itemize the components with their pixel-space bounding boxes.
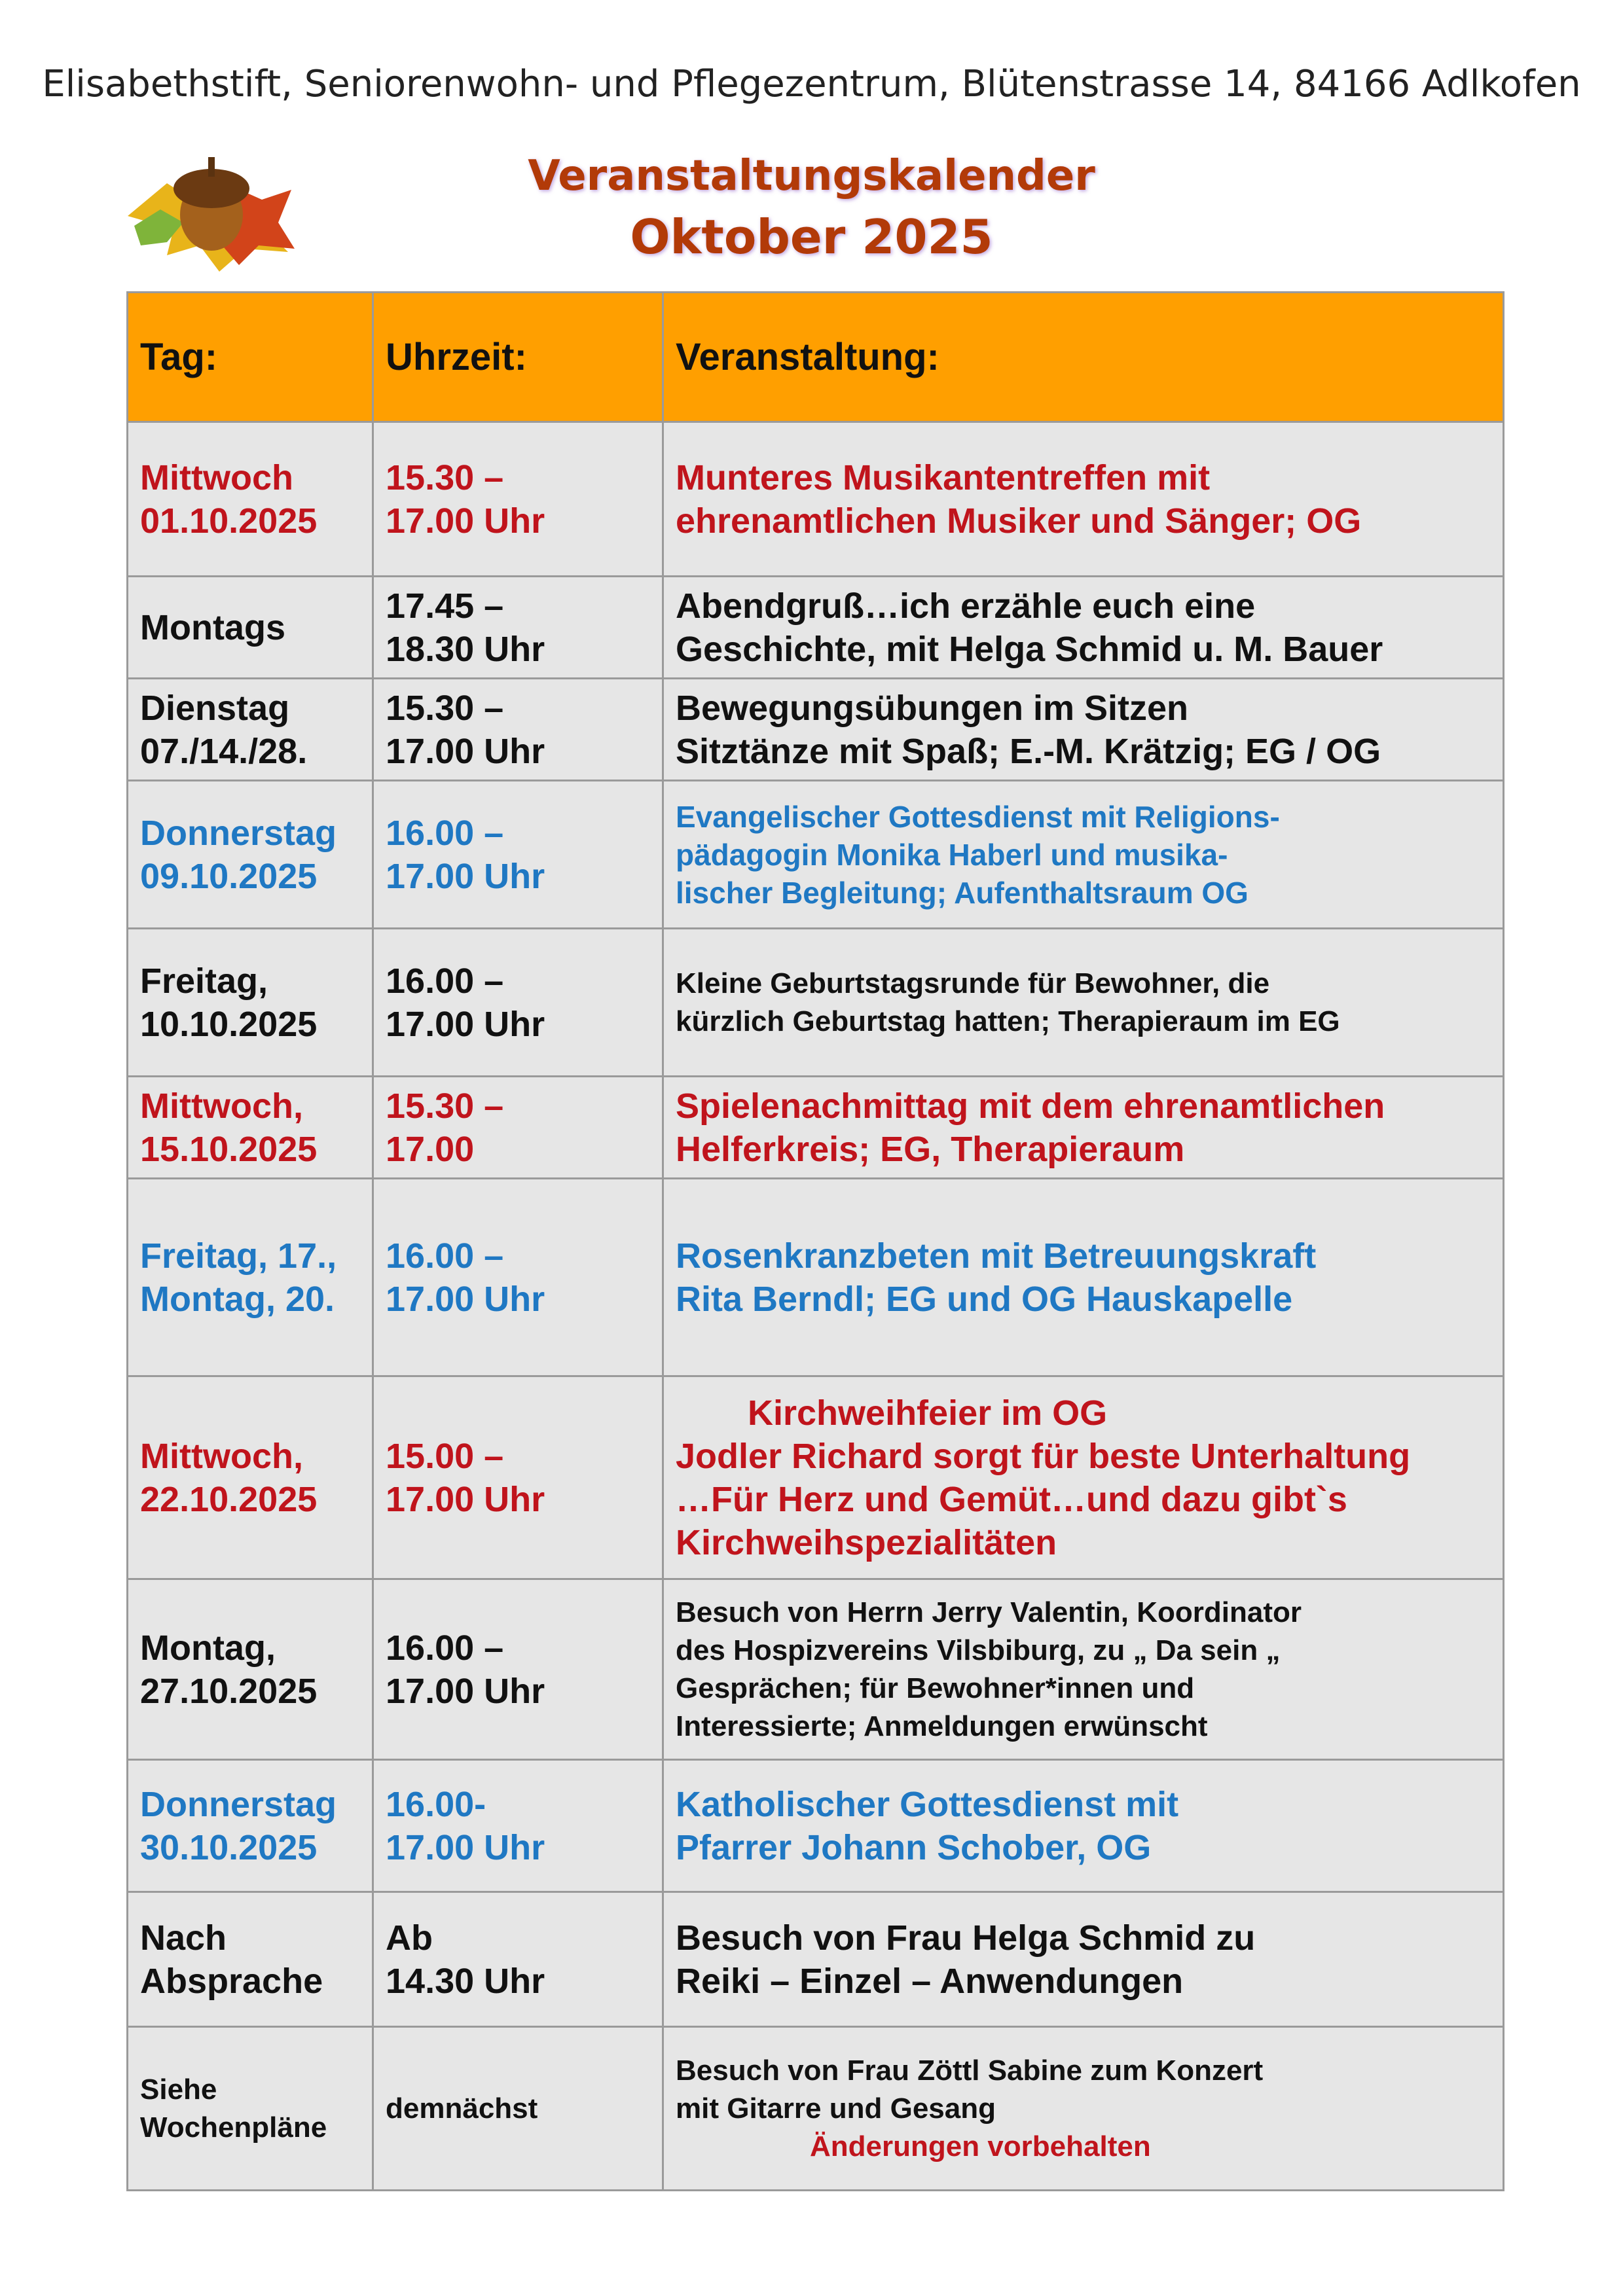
time-cell xyxy=(373,422,663,577)
event-line: lischer Begleitung; Aufenthaltsraum OG xyxy=(676,875,1249,910)
event-line: Reiki – Einzel – Anwendungen xyxy=(676,1961,1184,2001)
day-text: Mittwoch, xyxy=(140,1086,303,1126)
event-cell xyxy=(663,1376,1504,1579)
event-cell xyxy=(663,1760,1504,1892)
event-line: Gesprächen; für Bewohner*innen und xyxy=(676,1672,1195,1704)
event-line: Evangelischer Gottesdienst mit Religions- xyxy=(676,799,1280,834)
time-start: 17.45 – xyxy=(386,586,504,626)
event-line: Spielenachmittag mit dem ehrenamtlichen xyxy=(676,1086,1385,1126)
table-row xyxy=(128,679,1504,781)
date-text: 09.10.2025 xyxy=(140,856,318,896)
event-cell xyxy=(663,1579,1504,1760)
event-cell xyxy=(663,1179,1504,1376)
time-cell xyxy=(373,1077,663,1179)
event-line: ehrenamtlichen Musiker und Sänger; OG xyxy=(676,501,1362,541)
day-text: Donnerstag xyxy=(140,1784,337,1824)
time-cell xyxy=(373,1760,663,1892)
table-row xyxy=(128,1376,1504,1579)
time-end: 17.00 Uhr xyxy=(386,501,545,541)
time-cell xyxy=(373,929,663,1077)
day-text: Donnerstag xyxy=(140,813,337,853)
column-header-time: Uhrzeit: xyxy=(373,293,663,422)
table-row xyxy=(128,577,1504,679)
table-row xyxy=(128,1077,1504,1179)
day-text: Montag, xyxy=(140,1628,276,1668)
time-start: 16.00 – xyxy=(386,1236,504,1276)
time-end: 17.00 Uhr xyxy=(386,1827,545,1867)
table-row xyxy=(128,1892,1504,2027)
column-header-day: Tag: xyxy=(128,293,373,422)
event-cell xyxy=(663,781,1504,929)
event-line: Besuch von Herrn Jerry Valentin, Koordinator xyxy=(676,1596,1302,1628)
table-row xyxy=(128,2027,1504,2191)
event-line: Besuch von Frau Zöttl Sabine zum Konzert xyxy=(676,2054,1264,2087)
time-end: 17.00 Uhr xyxy=(386,1279,545,1319)
day-cell xyxy=(128,1077,373,1179)
event-line: Abendgruß…ich erzähle euch eine xyxy=(676,586,1256,626)
changes-reserved-note: Änderungen vorbehalten xyxy=(810,2130,1151,2162)
table-header-row xyxy=(128,293,1504,422)
table-row xyxy=(128,929,1504,1077)
table-row xyxy=(128,422,1504,577)
time-end: 18.30 Uhr xyxy=(386,629,545,669)
day-text: Mittwoch xyxy=(140,457,293,497)
day-cell xyxy=(128,422,373,577)
event-line: Kleine Geburtstagsrunde für Bewohner, die xyxy=(676,967,1270,999)
event-cell xyxy=(663,929,1504,1077)
time-cell xyxy=(373,679,663,781)
date-text: Wochenpläne xyxy=(140,2111,327,2144)
day-text: Nach xyxy=(140,1918,227,1958)
event-line: Kirchweihspezialitäten xyxy=(676,1522,1057,1562)
date-text: Absprache xyxy=(140,1961,323,2001)
day-cell xyxy=(128,781,373,929)
day-text: Dienstag xyxy=(140,688,290,728)
event-line: Besuch von Frau Helga Schmid zu xyxy=(676,1918,1256,1958)
time-start: 15.30 – xyxy=(386,1086,504,1126)
event-line: Geschichte, mit Helga Schmid u. M. Bauer xyxy=(676,629,1383,669)
event-line: kürzlich Geburtstag hatten; Therapieraum im EG xyxy=(676,1005,1340,1037)
date-text: 22.10.2025 xyxy=(140,1479,318,1519)
time-end: 17.00 Uhr xyxy=(386,1479,545,1519)
time-end: 17.00 Uhr xyxy=(386,731,545,771)
event-line: Sitztänze mit Spaß; E.-M. Krätzig; EG / OG xyxy=(676,731,1381,771)
date-text: Montag, 20. xyxy=(140,1279,335,1319)
day-cell xyxy=(128,1760,373,1892)
time-end: 14.30 Uhr xyxy=(386,1961,545,2001)
event-line: Rosenkranzbeten mit Betreuungskraft xyxy=(676,1236,1317,1276)
day-text: Freitag, 17., xyxy=(140,1236,337,1276)
time-start: 15.00 – xyxy=(386,1436,504,1476)
facility-address: Elisabethstift, Seniorenwohn- und Pflegezentrum, Blütenstrasse 14, 84166 Adlkofen xyxy=(42,63,1581,105)
event-calendar-table xyxy=(126,291,1504,2191)
table-row xyxy=(128,1579,1504,1760)
date-text: 07./14./28. xyxy=(140,731,308,771)
date-text: 27.10.2025 xyxy=(140,1671,318,1711)
time-start: 16.00 – xyxy=(386,1628,504,1668)
day-cell xyxy=(128,1892,373,2027)
day-cell xyxy=(128,929,373,1077)
event-cell xyxy=(663,577,1504,679)
event-line: pädagogin Monika Haberl und musika- xyxy=(676,837,1228,872)
date-text: 30.10.2025 xyxy=(140,1827,318,1867)
time-start: Ab xyxy=(386,1918,433,1958)
event-line: …Für Herz und Gemüt…und dazu gibt`s xyxy=(676,1479,1347,1519)
date-text: 15.10.2025 xyxy=(140,1129,318,1169)
day-cell xyxy=(128,1179,373,1376)
time-cell xyxy=(373,1892,663,2027)
time-end: 17.00 xyxy=(386,1129,475,1169)
table-row xyxy=(128,1179,1504,1376)
event-line: Bewegungsübungen im Sitzen xyxy=(676,688,1189,728)
time-cell xyxy=(373,577,663,679)
event-headline: Kirchweihfeier im OG xyxy=(748,1393,1108,1433)
day-text: Freitag, xyxy=(140,961,268,1001)
time-start: 16.00 – xyxy=(386,961,504,1001)
time-start: 16.00- xyxy=(386,1784,486,1824)
day-cell xyxy=(128,577,373,679)
event-line: Rita Berndl; EG und OG Hauskapelle xyxy=(676,1279,1293,1319)
time-start: 16.00 – xyxy=(386,813,504,853)
event-line: Munteres Musikantentreffen mit xyxy=(676,457,1211,497)
time-end: 17.00 Uhr xyxy=(386,856,545,896)
event-line: Interessierte; Anmeldungen erwünscht xyxy=(676,1710,1208,1742)
calendar-title: Veranstaltungskalender xyxy=(528,152,1095,200)
event-line: Helferkreis; EG, Therapieraum xyxy=(676,1129,1185,1169)
table-row xyxy=(128,1760,1504,1892)
day-text: Mittwoch, xyxy=(140,1436,303,1476)
calendar-month: Oktober 2025 xyxy=(630,209,993,264)
day-text: Siehe xyxy=(140,2073,217,2106)
event-line: Katholischer Gottesdienst mit xyxy=(676,1784,1179,1824)
time-end: 17.00 Uhr xyxy=(386,1004,545,1044)
event-cell xyxy=(663,1077,1504,1179)
day-text: Montags xyxy=(140,607,285,647)
time-end: 17.00 Uhr xyxy=(386,1671,545,1711)
day-cell xyxy=(128,2027,373,2191)
event-line: Pfarrer Johann Schober, OG xyxy=(676,1827,1152,1867)
time-start: 15.30 – xyxy=(386,688,504,728)
day-cell xyxy=(128,1579,373,1760)
event-cell xyxy=(663,679,1504,781)
day-cell xyxy=(128,679,373,781)
time-cell xyxy=(373,1579,663,1760)
time-start: 15.30 – xyxy=(386,457,504,497)
time-cell xyxy=(373,781,663,929)
time-cell xyxy=(373,2027,663,2191)
table-row xyxy=(128,781,1504,929)
event-cell xyxy=(663,422,1504,577)
event-cell xyxy=(663,1892,1504,2027)
event-line: mit Gitarre und Gesang xyxy=(676,2092,996,2125)
column-header-event: Veranstaltung: xyxy=(663,293,1504,422)
event-cell xyxy=(663,2027,1504,2191)
time-cell xyxy=(373,1376,663,1579)
event-line: Jodler Richard sorgt für beste Unterhaltung xyxy=(676,1436,1411,1476)
event-line: des Hospizvereins Vilsbiburg, zu „ Da sein „ xyxy=(676,1634,1281,1666)
day-cell xyxy=(128,1376,373,1579)
time-cell xyxy=(373,1179,663,1376)
time-text: demnächst xyxy=(386,2092,538,2125)
date-text: 01.10.2025 xyxy=(140,501,318,541)
date-text: 10.10.2025 xyxy=(140,1004,318,1044)
